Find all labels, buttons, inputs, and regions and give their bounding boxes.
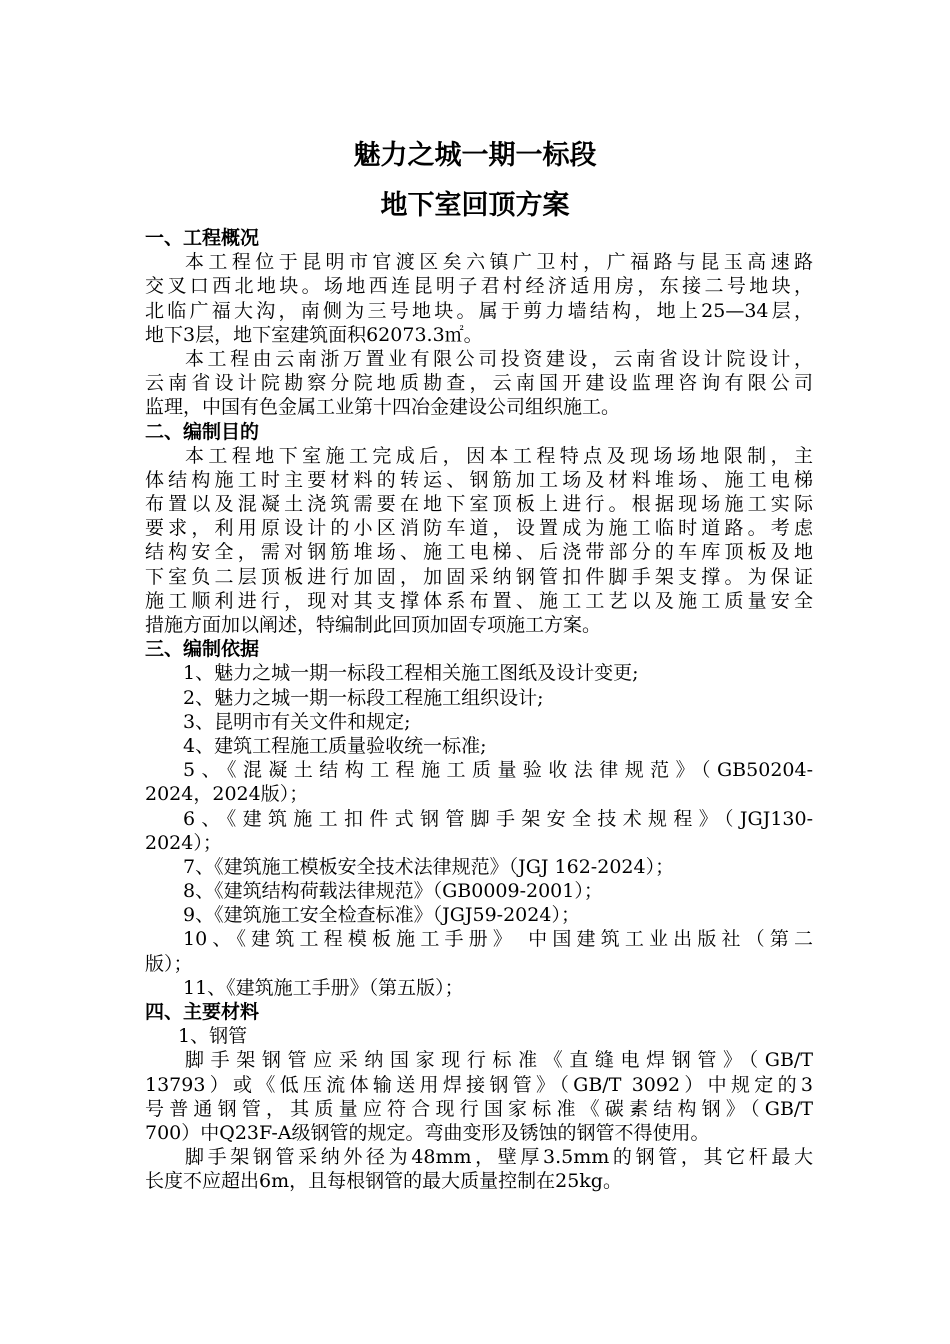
paragraph-line: 脚手架钢管采纳外径为48mm，壁厚3.5mm的钢管，其它杆最大 <box>185 1146 813 1169</box>
list-item: 3、昆明市有关文件和规定; <box>183 710 411 733</box>
paragraph-line: 700）中Q23F-A级钢管的规定。弯曲变形及锈蚀的钢管不得使用。 <box>145 1121 710 1144</box>
paragraph-line: 结构安全，需对钢筋堆场、施工电梯、后浇带部分的车库顶板及地 <box>145 541 813 564</box>
subsection-heading-steel-pipe: 1、钢管 <box>178 1025 248 1048</box>
section-heading-overview: 一、工程概况 <box>145 227 260 249</box>
paragraph-line: 本工程位于昆明市官渡区矣六镇广卫村，广福路与昆玉高速路 <box>185 251 813 274</box>
paragraph-line: 长度不应超出6m，且每根钢管的最大质量控制在25kg。 <box>145 1170 622 1193</box>
list-item-continuation: 2024，2024版）； <box>145 783 309 806</box>
paragraph-line: 要求，利用原设计的小区消防车道，设置成为施工临时道路。考虑 <box>145 517 813 540</box>
document-body <box>145 226 813 1194</box>
paragraph-line: 脚手架钢管应采纳国家现行标准《直缝电焊钢管》（GB/T <box>185 1049 813 1072</box>
list-item: 7、《建筑施工模板安全技术法律规范》（JGJ 162-2024）； <box>183 855 675 878</box>
list-item: 10、《建筑工程模板施工手册》 中国建筑工业出版社（第二 <box>183 928 813 951</box>
paragraph-line: 云南省设计院勘察分院地质勘查，云南国开建设监理咨询有限公司 <box>145 372 813 395</box>
paragraph-line: 措施方面加以阐述，特编制此回顶加固专项施工方案。 <box>145 614 602 636</box>
list-item-continuation: 版）； <box>145 952 193 975</box>
list-item-continuation: 2024）； <box>145 831 222 854</box>
section-heading-purpose: 二、编制目的 <box>145 420 260 443</box>
list-item: 1、魅力之城一期一标段工程相关施工图纸及设计变更; <box>183 662 639 685</box>
list-item: 5、《混凝土结构工程施工质量验收法律规范》（GB50204- <box>183 759 813 782</box>
paragraph-line: 号普通钢管，其质量应符合现行国家标准《碳素结构钢》（GB/T <box>145 1097 813 1120</box>
paragraph-line: 北临广福大沟，南侧为三号地块。属于剪力墙结构，地上25—34层， <box>145 299 813 322</box>
paragraph-line: 地下3层，地下室建筑面积62073.3㎡。 <box>145 323 483 346</box>
paragraph-line: 下室负二层顶板进行加固，加固采纳钢管扣件脚手架支撑。为保证 <box>145 565 813 588</box>
paragraph-line: 施工顺利进行，现对其支撑体系布置、施工工艺以及施工质量安全 <box>145 589 813 612</box>
list-item: 2、魅力之城一期一标段工程施工组织设计; <box>183 686 544 709</box>
section-heading-materials: 四、主要材料 <box>145 1001 260 1023</box>
paragraph-line: 交叉口西北地块。场地西连昆明子君村经济适用房，东接二号地块， <box>145 275 813 298</box>
list-item: 8、《建筑结构荷载法律规范》（GB0009-2001）； <box>183 880 603 903</box>
section-heading-basis: 三、编制依据 <box>145 638 260 661</box>
document-title: 魅力之城一期一标段 <box>353 140 597 171</box>
list-item: 9、《建筑施工安全检查标准》（JGJ59-2024）； <box>183 904 580 927</box>
paragraph-line: 监理，中国有色金属工业第十四冶金建设公司组织施工。 <box>145 396 621 419</box>
paragraph-line: 本工程由云南浙万置业有限公司投资建设，云南省设计院设计， <box>185 347 813 370</box>
document-subtitle: 地下室回顶方案 <box>380 190 570 221</box>
list-item: 11、《建筑施工手册》（第五版）； <box>183 976 464 999</box>
paragraph-line: 体结构施工时主要材料的转运、钢筋加工场及材料堆场、施工电梯 <box>145 468 813 491</box>
list-item: 4、建筑工程施工质量验收统一标准; <box>183 734 487 757</box>
paragraph-line: 13793）或《低压流体输送用焊接钢管》（GB/T 3092）中规定的3 <box>145 1073 813 1096</box>
list-item: 6、《建筑施工扣件式钢管脚手架安全技术规程》（JGJ130- <box>183 807 813 830</box>
paragraph-line: 本工程地下室施工完成后，因本工程特点及现场场地限制，主 <box>185 444 813 467</box>
paragraph-line: 布置以及混凝土浇筑需要在地下室顶板上进行。根据现场施工实际 <box>145 493 813 516</box>
